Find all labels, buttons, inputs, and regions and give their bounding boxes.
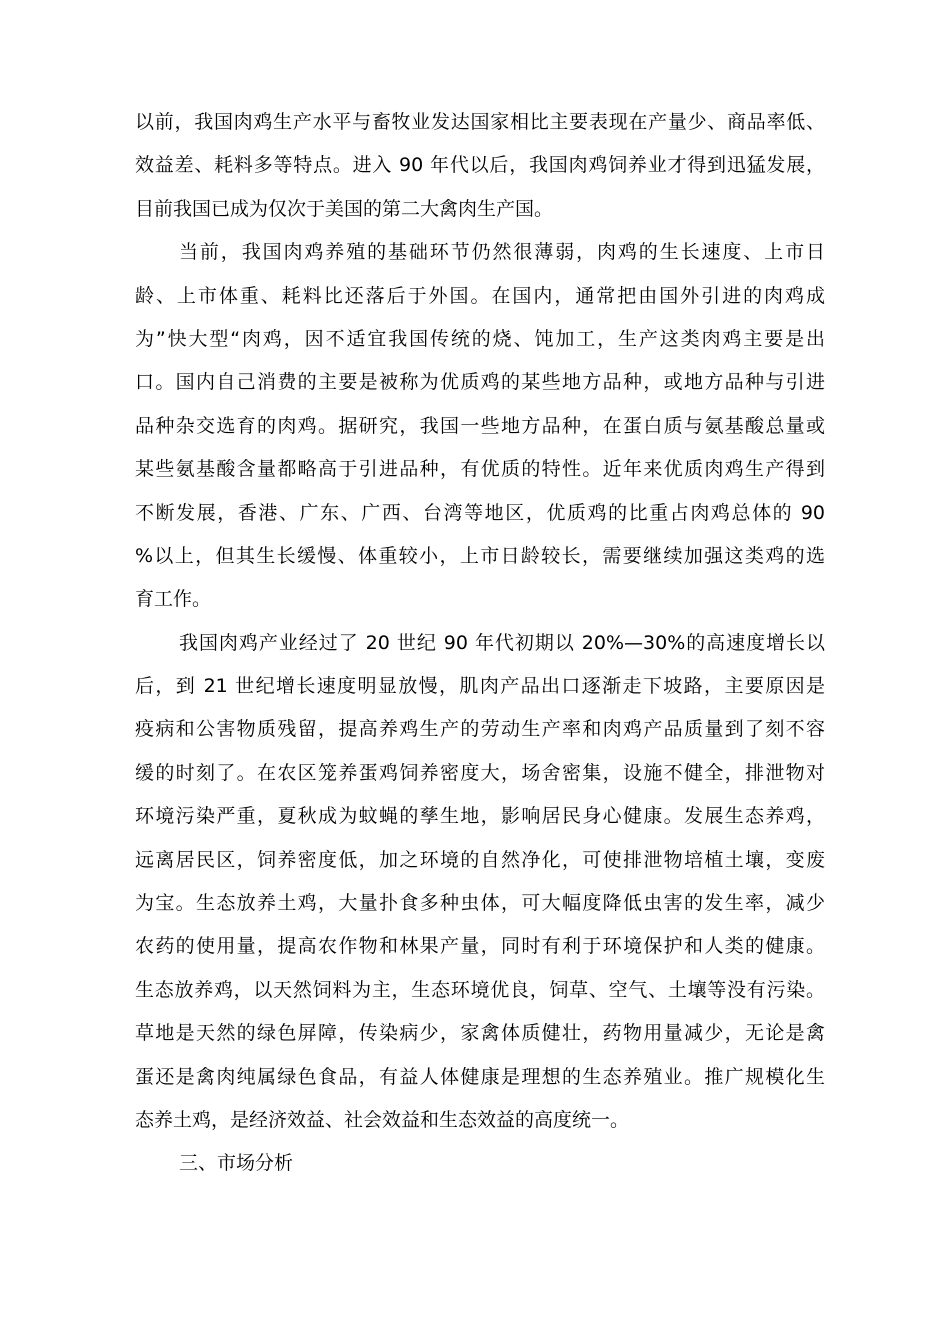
paragraph-2-line-7: 不断发展，香港、广东、广西、台湾等地区，优质鸡的比重占肉鸡总体的 90	[135, 501, 825, 524]
paragraph-3-line-11: 蛋还是禽肉纯属绿色食品，有益人体健康是理想的生态养殖业。推广规模化生	[135, 1065, 825, 1088]
paragraph-3-line-10: 草地是天然的绿色屏障，传染病少，家禽体质健壮，药物用量减少，无论是禽	[135, 1022, 825, 1045]
paragraph-3-line-9: 生态放养鸡，以天然饲料为主，生态环境优良，饲草、空气、土壤等没有污染。	[135, 978, 825, 1001]
paragraph-2-line-9: 育工作。	[135, 588, 212, 611]
paragraph-3-line-3: 疫病和公害物质残留，提高养鸡生产的劳动生产率和肉鸡产品质量到了刻不容	[135, 718, 825, 741]
paragraph-2-line-3: 为”快大型“肉鸡，因不适宜我国传统的烧、饨加工，生产这类肉鸡主要是出	[135, 327, 825, 350]
paragraph-2-line-1: 当前，我国肉鸡养殖的基础环节仍然很薄弱，肉鸡的生长速度、上市日	[179, 241, 825, 264]
paragraph-1-line-1: 以前，我国肉鸡生产水平与畜牧业发达国家相比主要表现在产量少、商品率低、	[135, 111, 825, 133]
paragraph-3-line-1: 我国肉鸡产业经过了 20 世纪 90 年代初期以 20%—30%的高速度增长以	[179, 631, 825, 654]
paragraph-3-line-5: 环境污染严重，夏秋成为蚊蝇的孳生地，影响居民身心健康。发展生态养鸡，	[135, 805, 825, 828]
paragraph-2-line-5: 品种杂交选育的肉鸡。据研究，我国一些地方品种，在蛋白质与氨基酸总量或	[135, 414, 825, 437]
paragraph-3-line-8: 农药的使用量，提高农作物和林果产量，同时有利于环境保护和人类的健康。	[135, 935, 825, 958]
paragraph-3-line-2: 后，到 21 世纪增长速度明显放慢，肌肉产品出口逐渐走下坡路，主要原因是	[135, 675, 825, 698]
paragraph-2-line-6: 某些氨基酸含量都略高于引进品种，有优质的特性。近年来优质肉鸡生产得到	[135, 458, 825, 481]
paragraph-3-line-12: 态养土鸡，是经济效益、社会效益和生态效益的高度统一。	[135, 1108, 630, 1131]
paragraph-2-line-2: 龄、上市体重、耗料比还落后于外国。在国内，通常把由国外引进的肉鸡成	[135, 284, 825, 307]
paragraph-3-line-7: 为宝。生态放养土鸡，大量扑食多种虫体，可大幅度降低虫害的发生率，减少	[135, 892, 825, 915]
document-body	[135, 101, 825, 1186]
paragraph-3-line-4: 缓的时刻了。在农区笼养蛋鸡饲养密度大，场舍密集，设施不健全，排泄物对	[135, 761, 825, 784]
paragraph-3-line-6: 远离居民区，饲养密度低，加之环境的自然净化，可使排泄物培植土壤，变废	[135, 848, 825, 871]
paragraph-1-line-2: 效益差、耗料多等特点。进入 90 年代以后，我国肉鸡饲养业才得到迅猛发展，	[135, 154, 825, 177]
paragraph-2-line-8: %以上，但其生长缓慢、体重较小，上市日龄较长，需要继续加强这类鸡的选	[135, 544, 825, 567]
paragraph-1-line-3: 目前我国已成为仅次于美国的第二大禽肉生产国。	[135, 197, 554, 220]
paragraph-2-line-4: 口。国内自己消费的主要是被称为优质鸡的某些地方品种，或地方品种与引进	[135, 371, 825, 394]
section-heading: 三、市场分析	[179, 1152, 294, 1175]
